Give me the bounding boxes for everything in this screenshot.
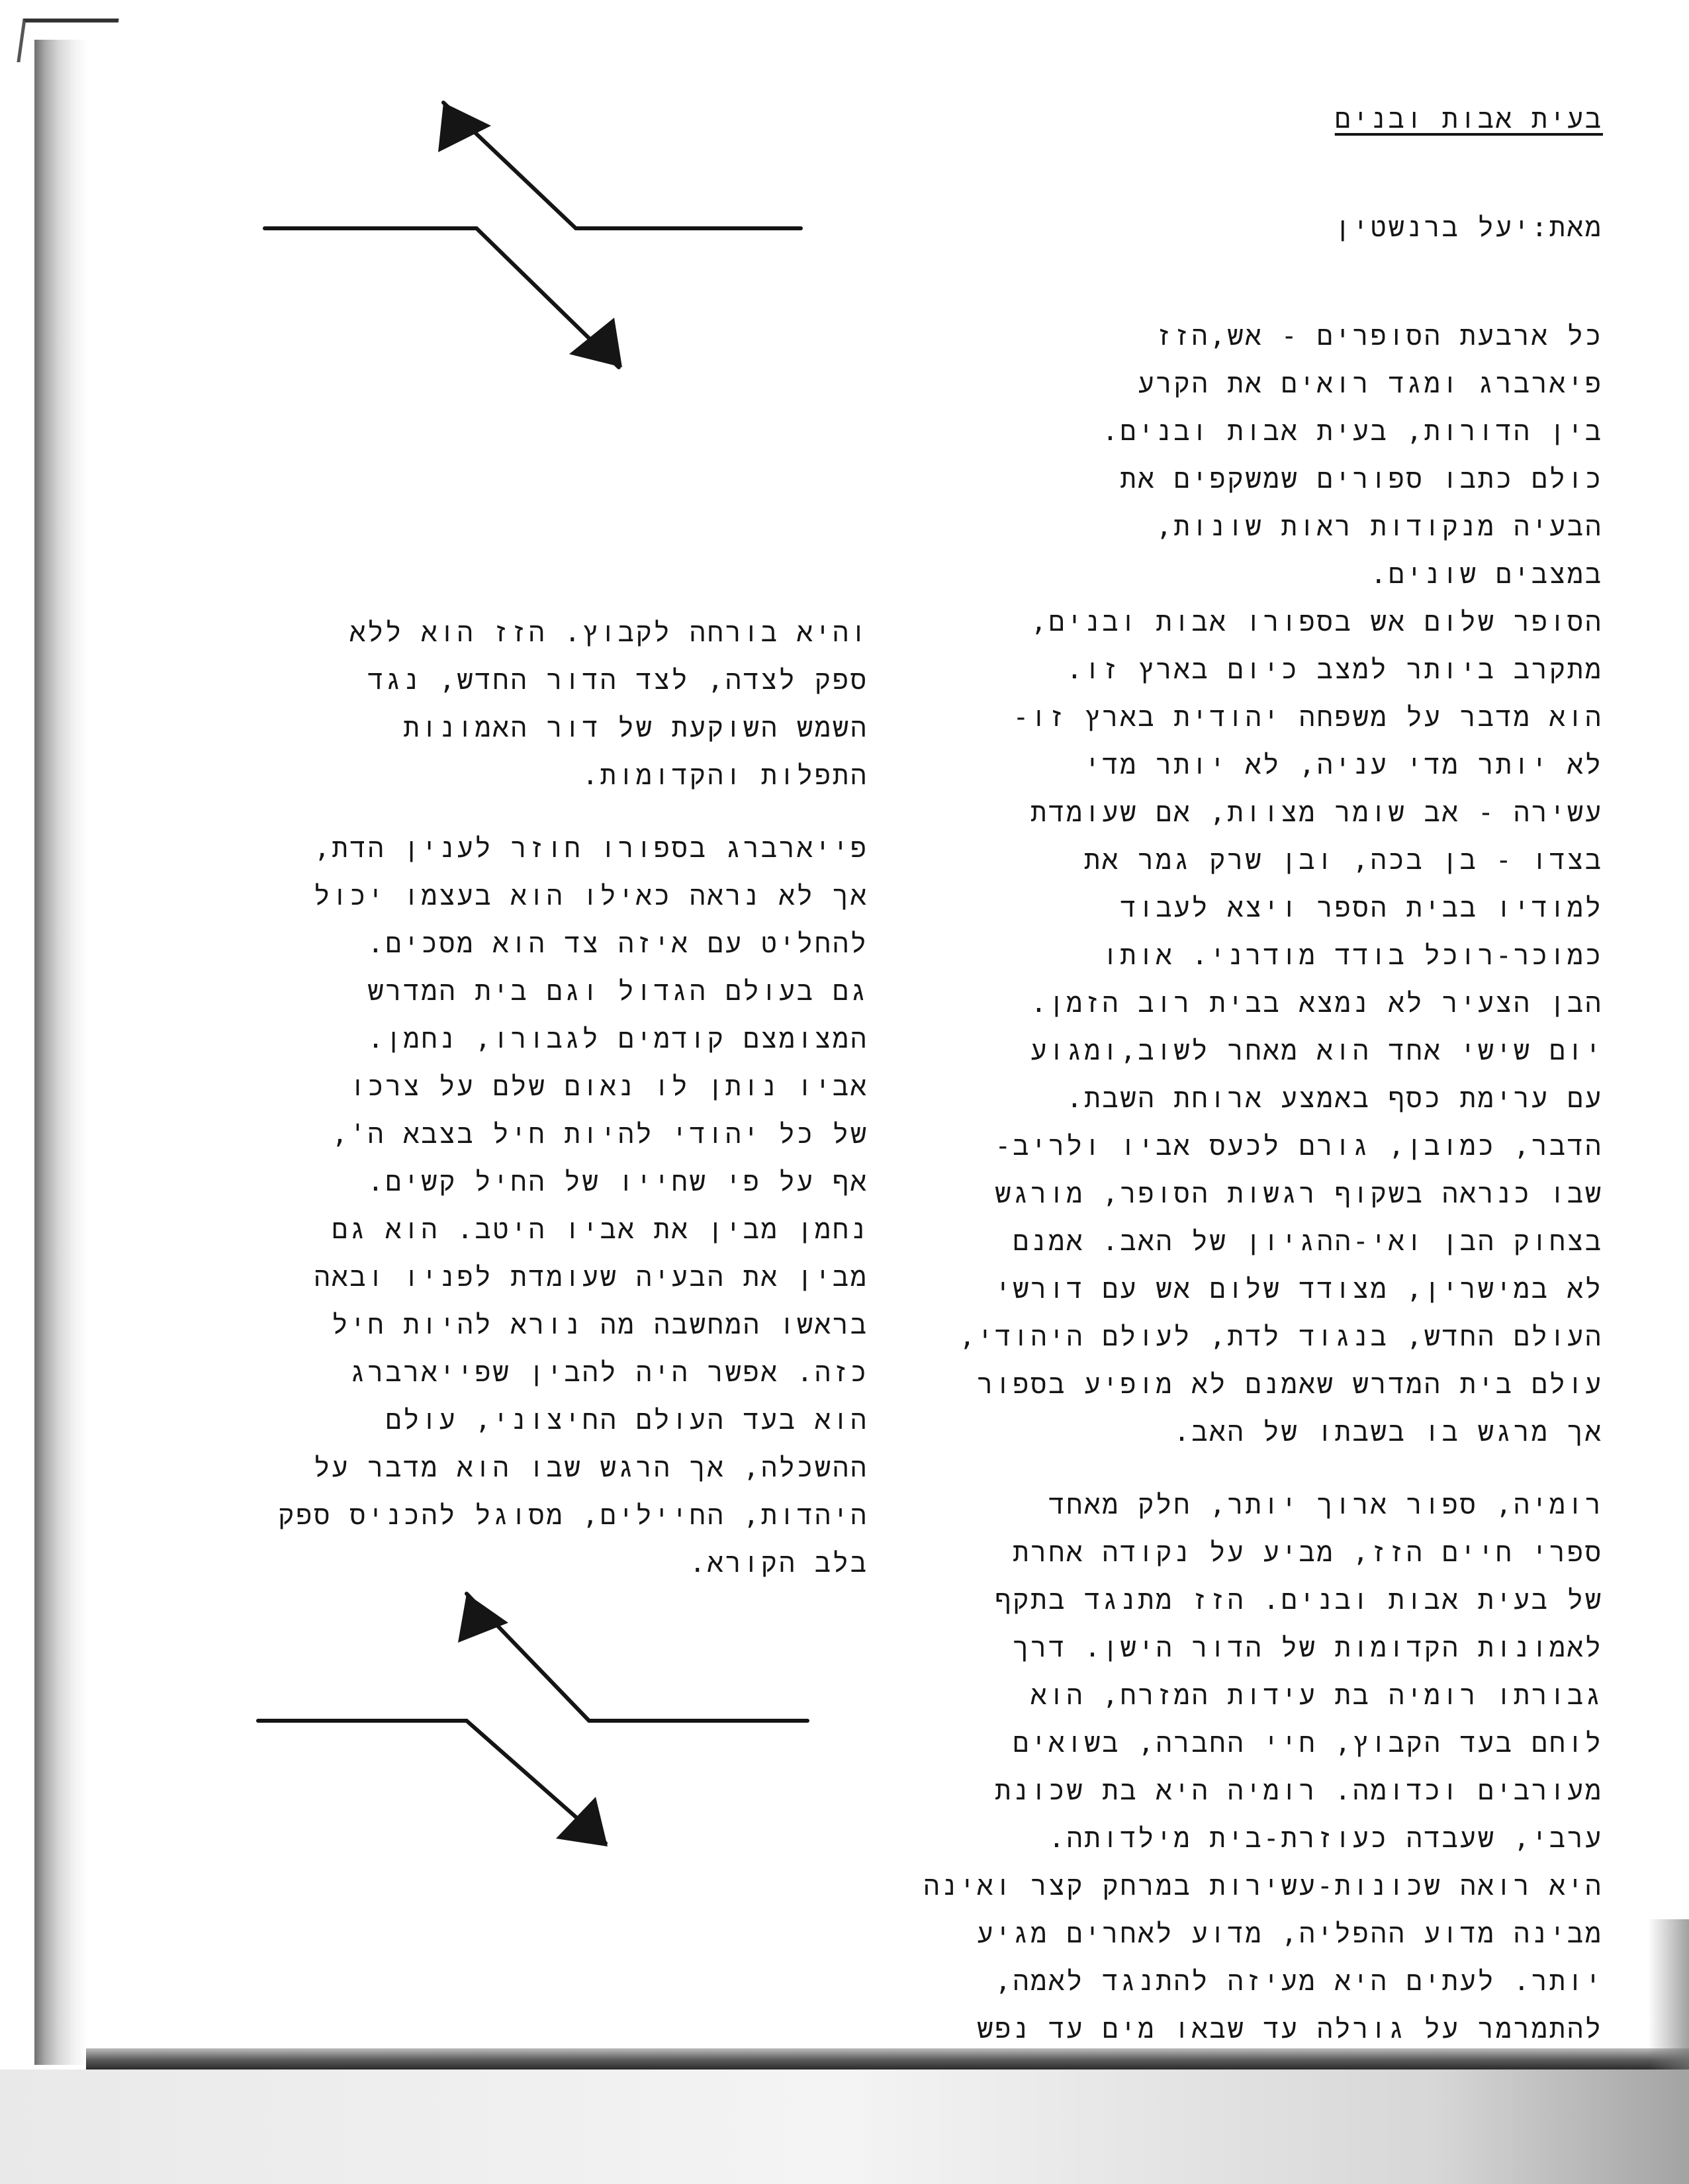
article-byline: מאת:יעל ברנשטין — [1334, 212, 1603, 243]
right-column-line: במצבים שונים. — [1370, 559, 1603, 590]
right-column-line: הוא מדבר על משפחה יהודית בארץ זו- — [1013, 702, 1603, 733]
right-column-line: בין הדורות, בעית אבות ובנים. — [1102, 416, 1603, 447]
right-column-line: רומיה, ספור ארוך יותר, חלק מאחד — [1048, 1490, 1603, 1520]
article-left-column — [278, 548, 868, 1617]
right-column-line: פיארברג ומגד רואים את הקרע — [1138, 369, 1603, 399]
right-column-line: לאמונות הקדומות של הדור הישן. דרך — [1013, 1633, 1603, 1663]
right-column-text — [923, 312, 1603, 2053]
left-column-line: ההשכלה, אך הרגש שבו הוא מדבר על — [314, 1453, 868, 1483]
right-column-line: גבורתו רומיה בת עידות המזרח, הוא — [1030, 1680, 1603, 1711]
page-corner-fold — [17, 19, 118, 62]
left-column-line: המצומצם קודמים לגבורו, נחמן. — [367, 1024, 868, 1054]
right-column-line: היא רואה שכונות-עשירות במרחק קצר ואינה — [923, 1871, 1603, 1901]
left-column-line: אף על פי שחייו של החיל קשים. — [367, 1167, 868, 1197]
left-column-line: בלב הקורא. — [689, 1548, 868, 1578]
right-column-line: יותר. לעתים היא מעיזה להתנגד לאמה, — [995, 1966, 1603, 1997]
right-column-line: עם ערימת כסף באמצע ארוחת השבת. — [1066, 1083, 1603, 1114]
left-column-line: של כל יהודי להיות חיל בצבא ה', — [332, 1119, 868, 1150]
book-spine-shadow — [34, 40, 87, 2065]
right-column-line: לא יותר מדי עניה, לא יותר מדי — [1084, 750, 1603, 780]
right-column-line: עולם בית המדרש שאמנם לא מופיע בספור — [977, 1369, 1603, 1400]
right-column-line: הבעיה מנקודות ראות שונות, — [1156, 512, 1603, 542]
right-column-line: בצדו - בן בכה, ובן שרק גמר את — [1084, 845, 1603, 876]
right-column-line: יום שישי אחד הוא מאחר לשוב,ומגוע — [1030, 1036, 1603, 1066]
paragraph-gap — [923, 1456, 1603, 1481]
page-right-shadow — [1648, 1919, 1689, 2070]
right-column-line: ערבי, שעבדה כעוזרת-בית מילדותה. — [1048, 1823, 1603, 1854]
right-column-line: להתמרמר על גורלה עד שבאו מים עד נפש — [977, 2014, 1603, 2044]
left-column-line: ספק לצדה, לצד הדור החדש, נגד — [367, 665, 868, 696]
right-column-line: למודיו בבית הספר ויצא לעבוד — [1120, 893, 1603, 923]
right-column-line: של בעית אבות ובנים. הזז מתנגד בתקף — [995, 1585, 1603, 1615]
right-column-line: כולם כתבו ספורים שמשקפים את — [1120, 464, 1603, 494]
right-column-line: כל ארבעת הסופרים - אש,הזז — [1156, 321, 1603, 351]
left-column-line: אביו נותן לו נאום שלם על צרכו — [349, 1071, 868, 1102]
right-column-line: בצחוק הבן ואי-ההגיון של האב. אמנם — [1013, 1226, 1603, 1257]
double-headed-diagonal-arrow-icon — [245, 1582, 827, 1873]
left-column-line: בראשו המחשבה מה נורא להיות חיל — [332, 1310, 868, 1340]
left-column-line: השמש השוקעת של דור האמונות — [403, 713, 868, 743]
paragraph-gap — [278, 799, 868, 825]
left-column-line: להחליט עם איזה צד הוא מסכים. — [367, 929, 868, 959]
right-column-line: הסופר שלום אש בספורו אבות ובנים, — [1030, 607, 1603, 637]
right-column-line: הבן הצעיר לא נמצא בבית רוב הזמן. — [1030, 988, 1603, 1019]
right-column-line: העולם החדש, בנגוד לדת, לעולם היהודי, — [959, 1322, 1603, 1352]
right-column-line: הדבר, כמובן, גורם לכעס אביו ולריב- — [995, 1131, 1603, 1161]
left-column-line: היהדות, החיילים, מסוגל להכניס ספק — [278, 1500, 868, 1531]
right-column-line: לא במישרין, מצודד שלום אש עם דורשי — [995, 1274, 1603, 1304]
right-column-line: לוחם בעד הקבוץ, חיי החברה, בשואים — [1013, 1728, 1603, 1758]
left-column-line: מבין את הבעיה שעומדת לפניו ובאה — [314, 1262, 868, 1293]
scanner-bed-shadow — [0, 2070, 1689, 2184]
left-column-line: כזה. אפשר היה להבין שפייארברג — [349, 1357, 868, 1388]
double-headed-diagonal-arrow-icon — [251, 86, 834, 384]
left-column-line: פייארברג בספורו חוזר לענין הדת, — [314, 833, 868, 864]
right-column-line: כמוכר-רוכל בודד מודרני. אותו — [1102, 940, 1603, 971]
article-right-column — [923, 34, 1603, 2083]
left-column-line: אך לא נראה כאילו הוא בעצמו יכול — [314, 881, 868, 911]
right-column-line: מעורבים וכדומה. רומיה היא בת שכונת — [995, 1776, 1603, 1806]
right-column-line: עשירה - אב שומר מצוות, אם שעומדת — [1030, 797, 1603, 828]
left-column-line: נחמן מבין את אביו היטב. הוא גם — [332, 1214, 868, 1245]
right-column-line: ספרי חיים הזז, מביע על נקודה אחרת — [1013, 1537, 1603, 1568]
left-column-text — [278, 609, 868, 1587]
right-column-line: מתקרב ביותר למצב כיום בארץ זו. — [1066, 655, 1603, 685]
left-column-line: והיא בורחה לקבוץ. הזז הוא ללא — [349, 617, 868, 648]
left-column-line: התפלות והקדומות. — [582, 760, 868, 791]
right-column-line: מבינה מדוע ההפליה, מדוע לאחרים מגיע — [977, 1919, 1603, 1949]
article-title: בעית אבות ובנים — [1334, 104, 1603, 134]
left-column-line: הוא בעד העולם החיצוני, עולם — [385, 1405, 868, 1435]
left-column-line: גם בעולם הגדול וגם בית המדרש — [367, 976, 868, 1007]
right-column-line: שבו כנראה בשקוף רגשות הסופר, מורגש — [995, 1179, 1603, 1209]
right-column-line: אך מרגש בו בשבתו של האב. — [1173, 1417, 1603, 1447]
